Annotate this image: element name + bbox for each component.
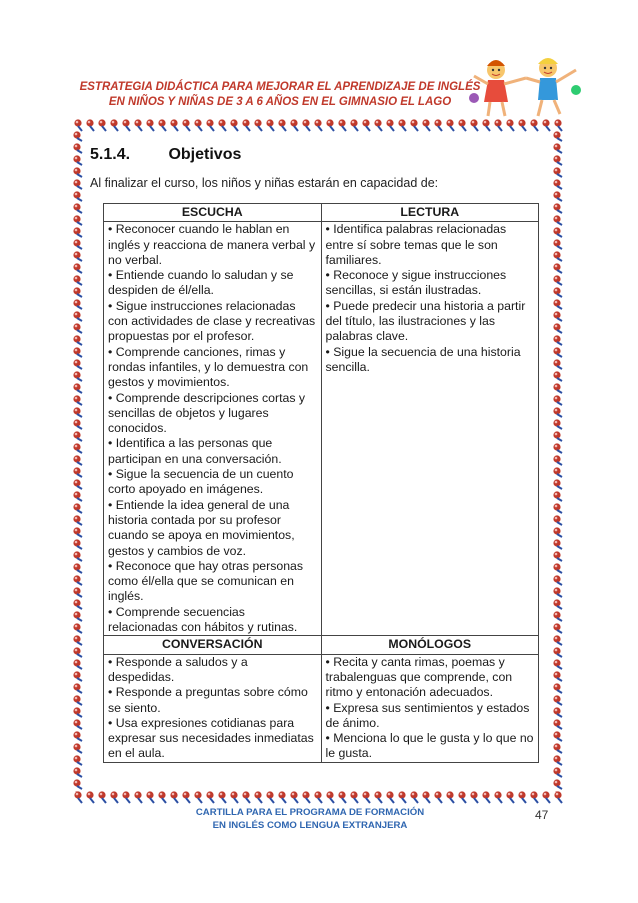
header-line-1: ESTRATEGIA DIDÁCTICA PARA MEJORAR EL APRENDIZAJE DE INGLÉS [79, 81, 481, 93]
cell-escucha [104, 222, 322, 636]
list-item: • Usa expresiones cotidianas para expresar sus necesidades inmediatas en el aula. [108, 715, 314, 761]
table-header-row-bottom [104, 636, 539, 654]
cell-lectura [321, 222, 539, 636]
list-item: • Expresa sus sentimientos y estados de ánimo. [325, 700, 530, 730]
footer-line-2: EN INGLÉS COMO LENGUA EXTRANJERA [212, 820, 408, 831]
objectives-table [103, 203, 539, 763]
list-item: • Reconocer cuando le hablan en inglés y reacciona de manera verbal y no verbal. [108, 222, 316, 267]
list-item: • Sigue instrucciones relacionadas con actividades de clase y recreativas propuestas por el profesor. [108, 298, 316, 344]
list-item: • Menciona lo que le gusta y lo que no le gusta. [325, 731, 534, 761]
list-item: • Comprende canciones, rimas y rondas infantiles, y lo demuestra con gestos y movimientos. [108, 344, 309, 390]
header-escucha: ESCUCHA [104, 204, 322, 222]
list-item: • Reconoce que hay otras personas como él/ella que se comunican en inglés. [108, 558, 304, 604]
table-header-row-top [104, 204, 539, 222]
section-heading [90, 146, 241, 164]
cell-monologos [321, 654, 539, 762]
flower-border-left [72, 130, 86, 792]
flower-border-bottom [73, 790, 565, 804]
list-item: • Identifica palabras relacionadas entre sí sobre temas que le son familiares. [325, 222, 507, 267]
flower-border-right [552, 130, 566, 792]
header-line-2: EN NIÑOS Y NIÑAS DE 3 A 6 AÑOS EN EL GIMNASIO EL LAGO [108, 96, 452, 108]
flower-border-top [73, 118, 565, 132]
list-item: • Comprende descripciones cortas y sencillas de objetos y lugares conocidos. [108, 390, 306, 436]
section-number: 5.1.4. [90, 146, 131, 163]
list-item: • Sigue la secuencia de una historia sencilla. [325, 344, 521, 374]
header-conversacion: CONVERSACIÓN [104, 636, 322, 654]
list-item: • Puede predecir una historia a partir del título, las ilustraciones y las palabras clave. [325, 298, 526, 344]
footer-line-1: CARTILLA PARA EL PROGRAMA DE FORMACIÓN [195, 807, 425, 818]
header-lectura: LECTURA [321, 204, 539, 222]
intro-text: Al finalizar el curso, los niños y niñas estarán en capacidad de: [90, 176, 439, 190]
list-item: • Reconoce y sigue instrucciones sencillas, si están ilustradas. [325, 268, 507, 298]
cell-conversacion [104, 654, 322, 762]
document-header [70, 80, 490, 110]
list-item: • Comprende secuencias relacionadas con hábitos y rutinas. [108, 604, 298, 635]
list-item: • Entiende la idea general de una historia contada por su profesor cuando se apoya en movimientos, gestos y cambios de voz. [108, 497, 295, 558]
section-title: Objetivos [168, 146, 242, 163]
list-item: • Responde a saludos y a despedidas. [108, 654, 248, 684]
table-row-escucha-lectura [104, 222, 539, 636]
list-item: • Responde a preguntas sobre cómo se siento. [108, 685, 308, 715]
dancing-kids-illustration [468, 50, 588, 120]
header-monologos: MONÓLOGOS [321, 636, 539, 654]
page-number: 47 [535, 808, 549, 822]
table-row-conversacion-monologos [104, 654, 539, 762]
list-item: • Identifica a las personas que participan en una conversación. [108, 436, 282, 466]
document-footer [180, 806, 440, 832]
list-item: • Sigue la secuencia de un cuento corto apoyado en imágenes. [108, 467, 294, 497]
list-item: • Entiende cuando lo saludan y se despiden de él/ella. [108, 268, 294, 298]
list-item: • Recita y canta rimas, poemas y trabalenguas que comprende, con ritmo y entonación adecuados. [325, 654, 513, 700]
